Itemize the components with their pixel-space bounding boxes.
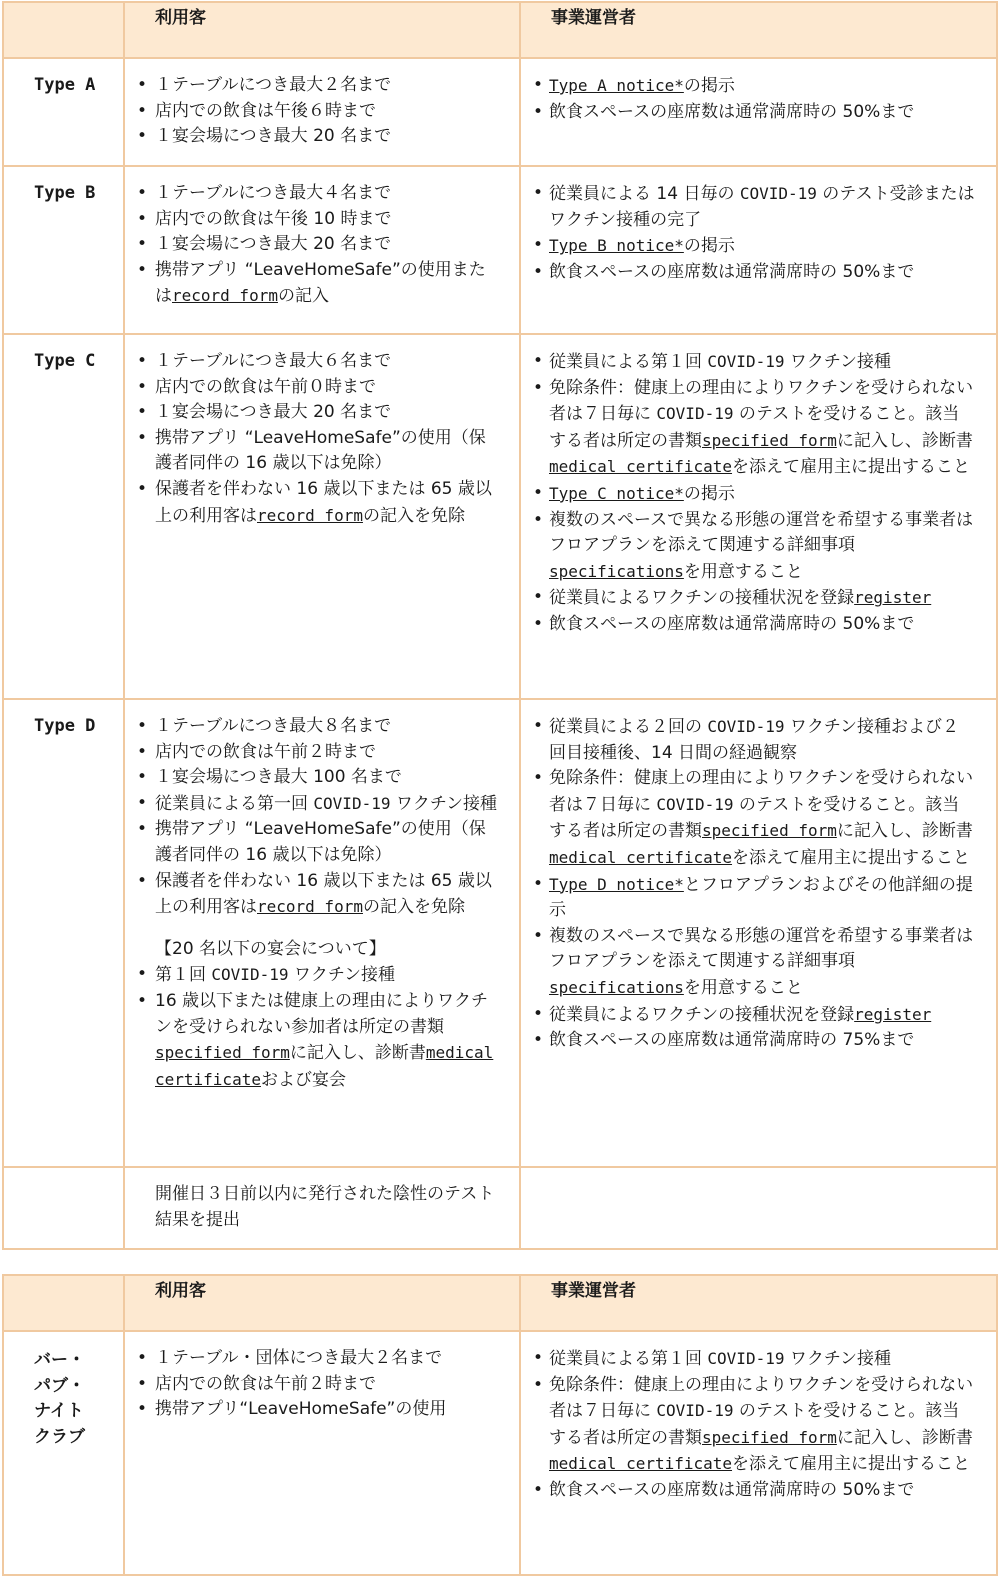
customer-list [125, 1346, 499, 1423]
header-operator: 事業運営者 [520, 1275, 997, 1331]
document-link[interactable]: specifications [549, 561, 684, 581]
list-item: • 複数のスペースで異なる形態の運営を希望する事業者はフロアプランを添えて関連する詳細事項 specificationsを用意すること [521, 508, 976, 586]
list-item: • 保護者を伴わない 16 歳以下または 65 歳以上の利用客はrecord formの記入を免除 [125, 869, 499, 921]
list-item: • Type A notice*の掲示 [521, 73, 976, 100]
list-item: • 免除条件：健康上の理由によりワクチンを受けられない者は７日毎に COVID-19 のテストを受けること。該当する者は所定の書類specified formに記入し、診断書medical certificateを添えて雇用主に提出すること [521, 766, 976, 871]
operator-list [521, 714, 976, 1054]
list-item: • 飲食スペースの座席数は通常満席時の 50%まで [521, 260, 976, 286]
list-item: • １テーブルにつき最大６名まで [125, 349, 499, 375]
list-item: • １宴会場につき最大 20 名まで [125, 232, 499, 258]
row-label: Type C [34, 351, 96, 371]
list-item: • 店内での飲食は午前２時まで [125, 1372, 499, 1398]
banquet-note: 【20 名以下の宴会について】 [155, 938, 386, 959]
list-item: • 従業員によるワクチンの接種状況を登録register [521, 585, 976, 612]
document-link[interactable]: medical certificate [155, 1043, 494, 1089]
header-operator: 事業運営者 [520, 2, 997, 58]
row-type-d [3, 699, 997, 1167]
list-item: • 従業員による第一回 COVID-19 ワクチン接種 [125, 791, 499, 818]
customer-list [125, 349, 499, 529]
list-item: • １宴会場につき最大 20 名まで [125, 124, 499, 150]
row-bars [3, 1331, 997, 1575]
continuation-text: 開催日３日前以内に発行された陰性のテスト結果を提出 [155, 1184, 495, 1230]
list-item: • 携帯アプリ “LeaveHomeSafe”の使用（保護者同伴の 16 歳以下は免除） [125, 426, 499, 477]
document-link[interactable]: specified form [155, 1043, 290, 1063]
row-label: Type D [34, 716, 96, 736]
list-item: • 店内での飲食は午前０時まで [125, 375, 499, 401]
header-empty [3, 2, 124, 58]
restriction-table-types [2, 1, 998, 1250]
list-item: • 店内での飲食は午後 10 時まで [125, 207, 499, 233]
document-link[interactable]: record form [257, 505, 363, 525]
customer-list [125, 73, 499, 150]
list-item: • 飲食スペースの座席数は通常満席時の 50%まで [521, 612, 976, 638]
banquet-list [125, 962, 499, 1093]
list-item: • 保護者を伴わない 16 歳以下または 65 歳以上の利用客はrecord formの記入を免除 [125, 477, 499, 529]
operator-list [521, 349, 976, 638]
list-item: • 携帯アプリ “LeaveHomeSafe”の使用またはrecord formの記入 [125, 258, 499, 310]
row-continuation [3, 1167, 997, 1249]
document-link[interactable]: specified form [702, 1427, 837, 1447]
document-link[interactable]: Type B notice* [549, 236, 684, 256]
list-item: • 従業員による２回の COVID-19 ワクチン接種および２回目接種後、14 日間の経過観察 [521, 714, 976, 766]
list-item: • 第１回 COVID-19 ワクチン接種 [125, 962, 499, 989]
header-customer: 利用客 [124, 2, 520, 58]
list-item: • 免除条件：健康上の理由によりワクチンを受けられない者は７日毎に COVID-19 のテストを受けること。該当する者は所定の書類specified formに記入し、診断書medical certificateを添えて雇用主に提出すること [521, 376, 976, 481]
header-customer: 利用客 [124, 1275, 520, 1331]
document-link[interactable]: record form [172, 286, 278, 306]
list-item: • １テーブルにつき最大２名まで [125, 73, 499, 99]
list-item: • 携帯アプリ“LeaveHomeSafe”の使用 [125, 1397, 499, 1423]
restriction-table-bars [2, 1274, 998, 1576]
list-item: • 免除条件：健康上の理由によりワクチンを受けられない者は７日毎に COVID-19 のテストを受けること。該当する者は所定の書類specified formに記入し、診断書medical certificateを添えて雇用主に提出すること [521, 1373, 976, 1478]
document-link[interactable]: Type A notice* [549, 76, 684, 95]
row-type-c [3, 334, 997, 699]
list-item: • １テーブルにつき最大４名まで [125, 181, 499, 207]
list-item: • 従業員による 14 日毎の COVID-19 のテスト受診またはワクチン接種の完了 [521, 181, 976, 233]
document-link[interactable]: record form [257, 897, 363, 917]
list-item: • 従業員によるワクチンの接種状況を登録register [521, 1002, 976, 1029]
row-label-bars: バー・ パブ・ ナイト クラブ [34, 1350, 85, 1447]
document-link[interactable]: specifications [549, 977, 684, 997]
customer-list [125, 181, 499, 310]
document-link[interactable]: specified form [702, 430, 837, 450]
header-row [3, 2, 997, 58]
operator-list [521, 181, 976, 285]
document-link[interactable]: medical certificate [549, 1454, 733, 1474]
document-link[interactable]: register [854, 588, 932, 608]
list-item: • Type D notice*とフロアプランおよびその他詳細の提示 [521, 872, 976, 924]
row-type-a [3, 58, 997, 166]
document-link[interactable]: register [854, 1004, 932, 1024]
list-item: • 飲食スペースの座席数は通常満席時の 75%まで [521, 1028, 976, 1054]
document-link[interactable]: medical certificate [549, 847, 733, 867]
list-item: • １宴会場につき最大 20 名まで [125, 400, 499, 426]
list-item: • Type B notice*の掲示 [521, 233, 976, 260]
list-item: • 店内での飲食は午後６時まで [125, 99, 499, 125]
header-row [3, 1275, 997, 1331]
list-item: • 携帯アプリ “LeaveHomeSafe”の使用（保護者同伴の 16 歳以下は免除） [125, 817, 499, 868]
document-link[interactable]: Type D notice* [549, 874, 684, 894]
document-link[interactable]: medical certificate [549, 457, 733, 477]
header-empty [3, 1275, 124, 1331]
operator-list [521, 73, 976, 125]
list-item: • 店内での飲食は午前２時まで [125, 740, 499, 766]
list-item: • 従業員による第１回 COVID-19 ワクチン接種 [521, 1346, 976, 1373]
list-item: • １テーブルにつき最大８名まで [125, 714, 499, 740]
row-type-b [3, 166, 997, 334]
list-item: • 従業員による第１回 COVID-19 ワクチン接種 [521, 349, 976, 376]
customer-list [125, 714, 499, 921]
list-item: • 飲食スペースの座席数は通常満席時の 50%まで [521, 100, 976, 126]
document-link[interactable]: Type C notice* [549, 483, 684, 503]
list-item: • 飲食スペースの座席数は通常満席時の 50%まで [521, 1478, 976, 1504]
operator-list [521, 1346, 976, 1504]
list-item: • Type C notice*の掲示 [521, 481, 976, 508]
list-item: • １テーブル・団体につき最大２名まで [125, 1346, 499, 1372]
row-label: Type A [34, 75, 96, 95]
list-item: • 複数のスペースで異なる形態の運営を希望する事業者はフロアプランを添えて関連する詳細事項 specificationsを用意すること [521, 924, 976, 1002]
row-label: Type B [34, 183, 96, 203]
list-item: • 16 歳以下または健康上の理由によりワクチンを受けられない参加者は所定の書類specified formに記入し、診断書medical certificateおよび宴会 [125, 989, 499, 1093]
list-item: • １宴会場につき最大 100 名まで [125, 765, 499, 791]
document-link[interactable]: specified form [702, 821, 837, 841]
